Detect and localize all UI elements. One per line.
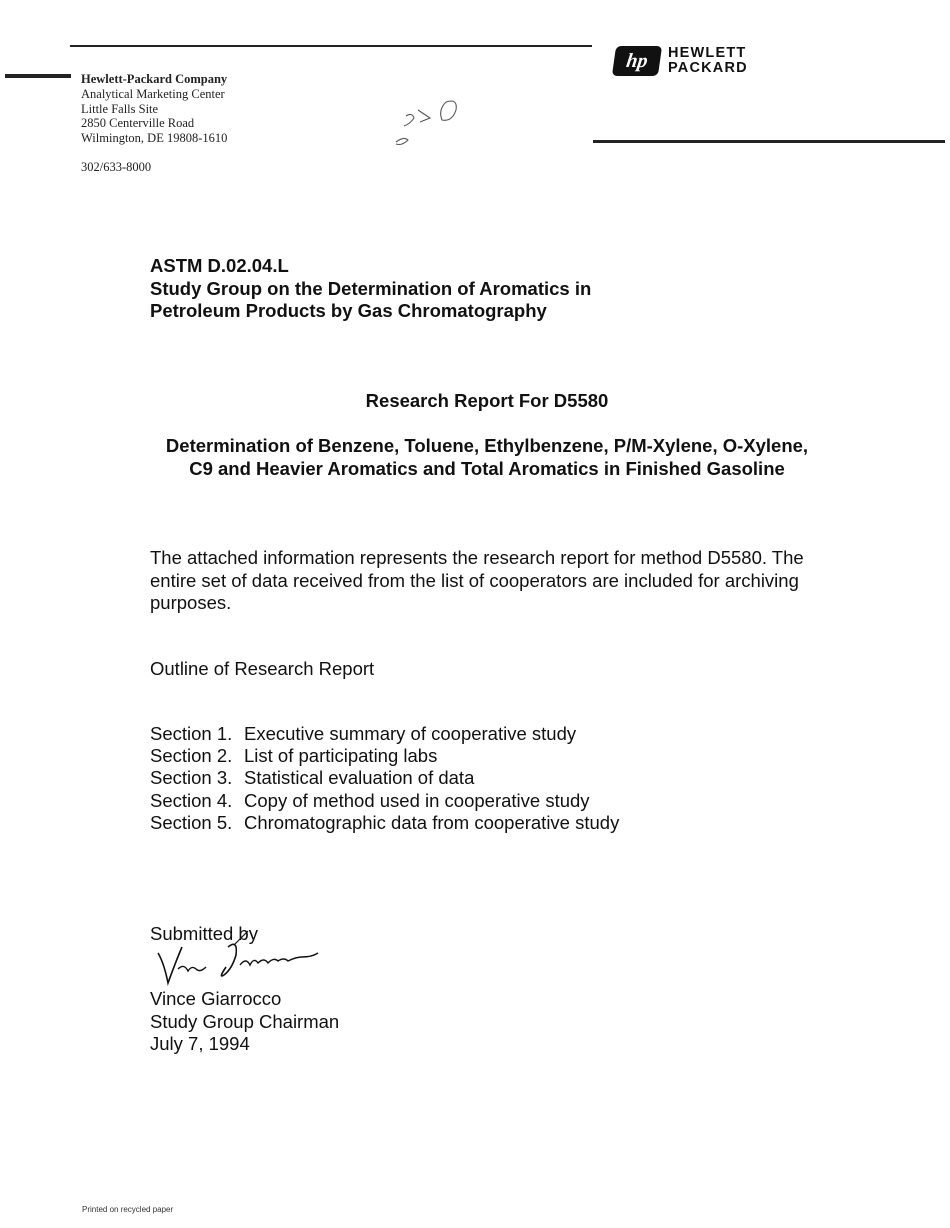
study-group-heading [150,255,591,323]
list-item [150,745,619,767]
address-line: Analytical Marketing Center [81,86,225,101]
address-line: Little Falls Site [81,101,159,116]
hp-logo [614,45,748,77]
report-subtitle [0,435,950,480]
section-text: List of participating labs [244,745,438,767]
list-item [150,767,619,789]
section-text: Statistical evaluation of data [244,767,475,789]
left-margin-rule [5,74,71,78]
outline-title: Outline of Research Report [150,658,375,679]
list-item [150,812,619,834]
recycled-paper-note: Printed on recycled paper [82,1205,174,1214]
hp-logo-icon: hp [612,46,662,76]
section-number: Section 2. [150,745,233,767]
outline-section-list [150,723,619,834]
header-rule-right [593,140,945,143]
header-rule-left [70,45,592,47]
logo-line-2: PACKARD [668,60,748,76]
study-group-code: ASTM D.02.04.L [150,255,289,276]
section-number: Section 4. [150,789,233,811]
section-text: Chromatographic data from cooperative study [244,811,620,833]
logo-wordmark [668,46,748,76]
company-address [81,72,227,146]
signatory-role: Study Group Chairman [150,1010,340,1032]
address-line: Wilmington, DE 19808-1610 [81,131,228,146]
signatory-name: Vince Giarrocco [150,988,282,1009]
list-item [150,723,619,745]
logo-line-1: HEWLETT [668,45,747,61]
submitted-by-label: Submitted by [150,923,258,944]
section-number: Section 1. [150,723,233,744]
signature-image [148,925,338,987]
list-item [150,790,619,812]
company-phone: 302/633-8000 [81,160,152,174]
report-title: Research Report For D5580 [365,390,609,411]
section-number: Section 5. [150,811,233,833]
handwritten-mark-icon [388,96,468,156]
study-group-line: Study Group on the Determination of Aromatics in [150,277,592,299]
intro-paragraph: The attached information represents the research report for method D5580. The entire set of data received from the list of cooperators are included for archiving purposes. [150,547,804,613]
report-subtitle-line: C9 and Heavier Aromatics and Total Aromatics in Finished Gasoline [189,457,785,479]
study-group-line: Petroleum Products by Gas Chromatography [150,300,547,321]
address-line: 2850 Centerville Road [81,116,195,131]
submission-date: July 7, 1994 [150,1033,250,1054]
signatory-block [150,988,339,1056]
section-text: Executive summary of cooperative study [244,723,577,744]
section-text: Copy of method used in cooperative study [244,789,590,811]
company-name: Hewlett-Packard Company [81,72,228,86]
report-subtitle-line: Determination of Benzene, Toluene, Ethylbenzene, P/M-Xylene, O-Xylene, [165,435,809,456]
section-number: Section 3. [150,767,233,789]
